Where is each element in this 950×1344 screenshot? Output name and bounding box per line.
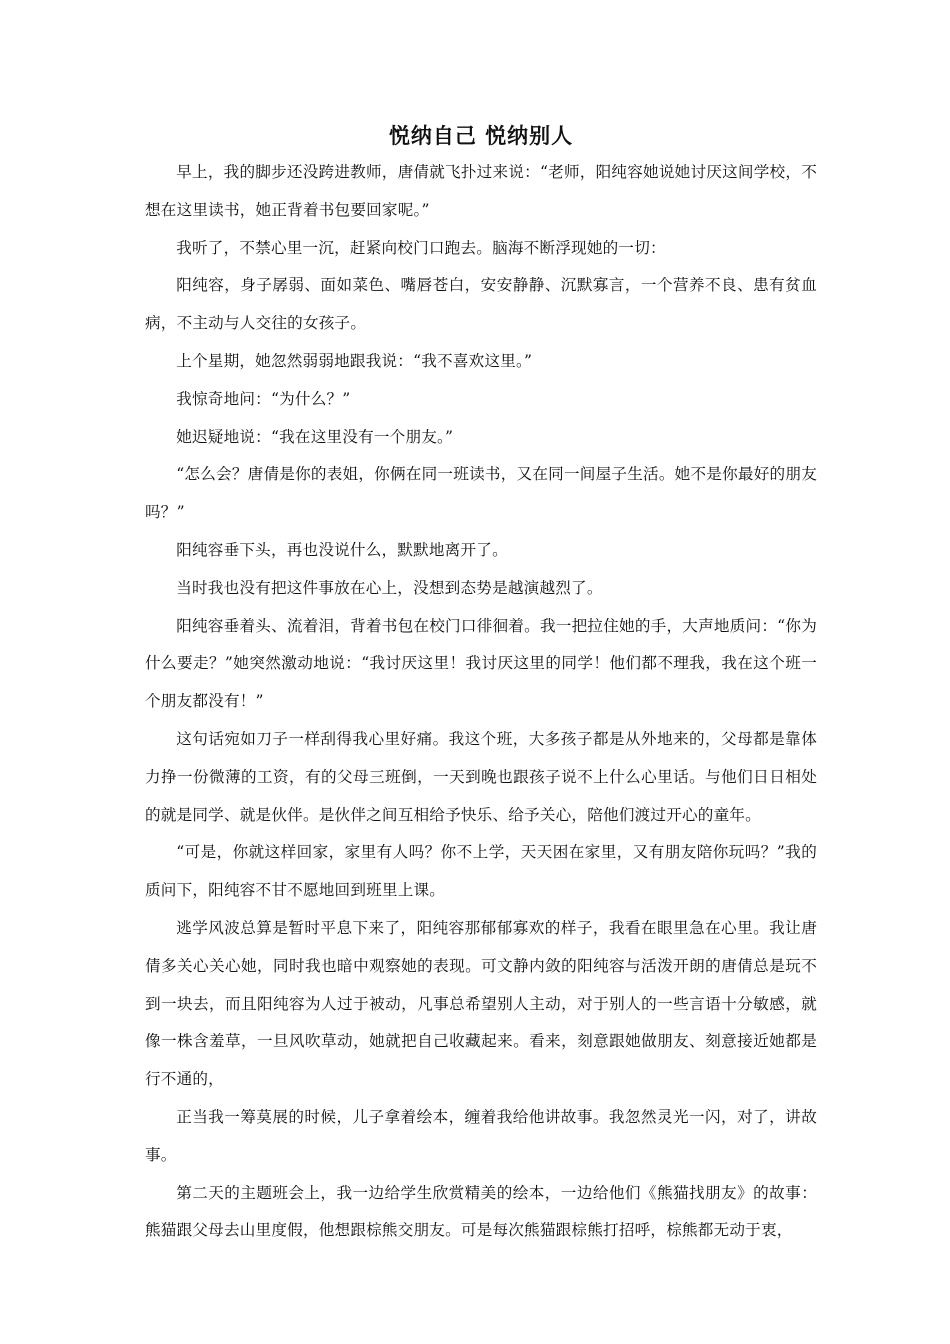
paragraph: 这句话宛如刀子一样刮得我心里好痛。我这个班，大多孩子都是从外地来的，父母都是靠体力挣一份微薄的工资，有的父母三班倒，一天到晚也跟孩子说不上什么心里话。与他们日日相处的就是同学、就是伙伴。是伙伴之间互相给予快乐、给予关心，陪他们渡过开心的童年。 <box>145 729 817 824</box>
paragraph: “怎么会？唐倩是你的表姐，你俩在同一班读书，又在同一间屋子生活。她不是你最好的朋友吗？” <box>145 465 817 522</box>
paragraph: 阳纯容垂下头，再也没说什么，默默地离开了。 <box>176 540 508 559</box>
paragraph: 早上，我的脚步还没跨进教师，唐倩就飞扑过来说：“老师，阳纯容她说她讨厌这间学校，不想在这里读书，她正背着书包要回家呢。” <box>145 163 817 219</box>
paragraph: 我惊奇地问：“为什么？” <box>176 389 351 408</box>
paragraph: 当时我也没有把这件事放在心上，没想到态势是越演越烈了。 <box>176 578 603 597</box>
paragraph: 她迟疑地说：“我在这里没有一个朋友。” <box>176 427 454 446</box>
paragraph: 阳纯容垂着头、流着泪，背着书包在校门口徘徊着。我一把拉住她的手，大声地质问：“你为什么要走？”她突然激动地说：“我讨厌这里！我讨厌这里的同学！他们都不理我，我在这个班一个朋友都没有！” <box>145 616 817 711</box>
paragraph: 上个星期，她忽然弱弱地跟我说：“我不喜欢这里。” <box>176 351 533 370</box>
paragraph: 我听了，不禁心里一沉，赶紧向校门口跑去。脑海不断浮现她的一切： <box>176 238 666 257</box>
paragraph: “可是，你就这样回家，家里有人吗？你不上学，天天困在家里，又有朋友陪你玩吗？”我的质问下，阳纯容不甘不愿地回到班里上课。 <box>145 843 817 900</box>
paragraph: 第二天的主题班会上，我一边给学生欣赏精美的绘本，一边给他们《熊猫找朋友》的故事：熊猫跟父母去山里度假，他想跟棕熊交朋友。可是每次熊猫跟棕熊打招呼，棕熊都无动于衷， <box>145 1183 817 1240</box>
document-body <box>145 118 817 1250</box>
document-title: 悦纳自己 悦纳别人 <box>388 124 574 148</box>
paragraph: 阳纯容，身子孱弱、面如菜色、嘴唇苍白，安安静静、沉默寡言，一个营养不良、患有贫血病，不主动与人交往的女孩子。 <box>145 276 817 333</box>
paragraph: 逃学风波总算是暂时平息下来了，阳纯容那郁郁寡欢的样子，我看在眼里急在心里。我让唐倩多关心关心她，同时我也暗中观察她的表现。可文静内敛的阳纯容与活泼开朗的唐倩总是玩不到一块去，而且阳纯容为人过于被动，凡事总希望别人主动，对于别人的一些言语十分敏感，就像一株含羞草，一旦风吹草动，她就把自己收藏起来。看来，刻意跟她做朋友、刻意接近她都是行不通的， <box>145 918 817 1089</box>
paragraph: 正当我一筹莫展的时候，儿子拿着绘本，缠着我给他讲故事。我忽然灵光一闪，对了，讲故事。 <box>145 1107 817 1164</box>
